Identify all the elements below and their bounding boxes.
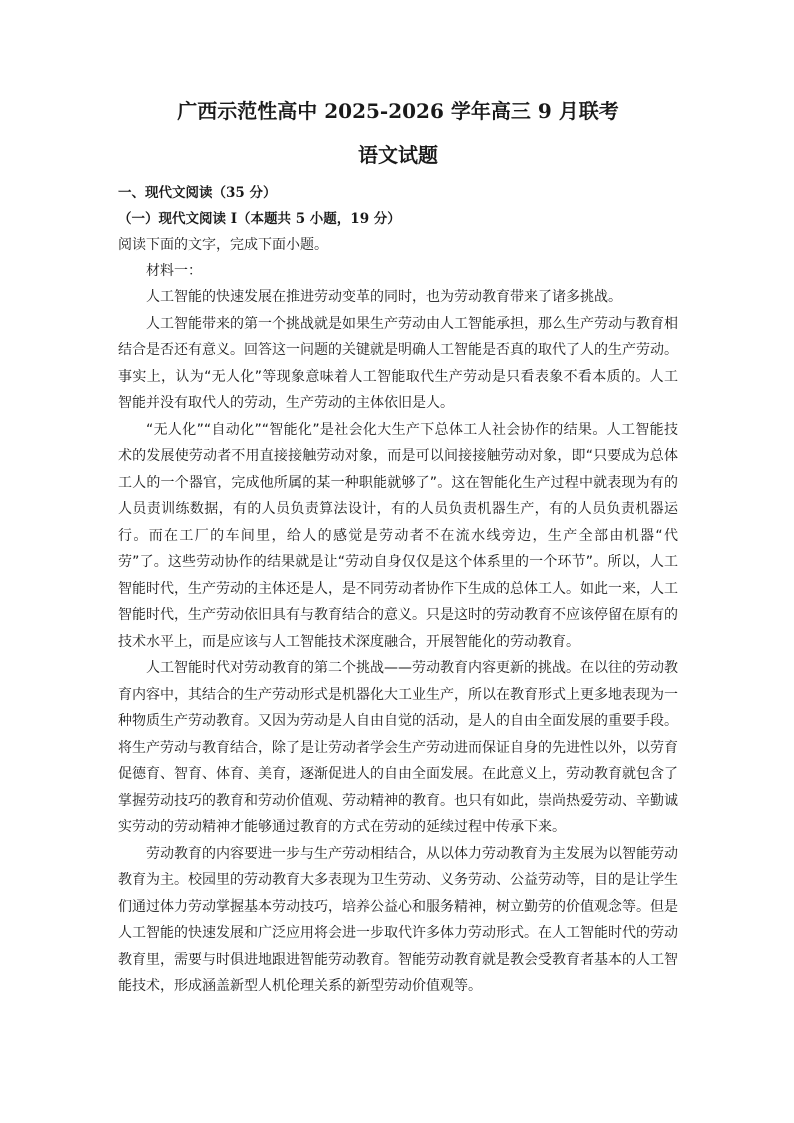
reading-instruction: 阅读下面的文字，完成下面小题。 bbox=[118, 237, 328, 253]
paragraph: 人工智能时代对劳动教育的第二个挑战——劳动教育内容更新的挑战。在以往的劳动教育内容中，其结合的生产劳动形式是机器化大工业生产，所以在教育形式上更多地表现为一种物质生产劳动教育。又因为劳动是人自由自觉的活动，是人的自由全面发展的重要手段。将生产劳动与教育结合，除了是让劳动者学会生产劳动进而保证自身的先进性以外，以劳育促德育、智育、体育、美育，逐渐促进人的自由全面发展。在此意义上，劳动教育就包含了掌握劳动技巧的教育和劳动价值观、劳动精神的教育。也只有如此，崇尚热爱劳动、辛勤诚实劳动的劳动精神才能够通过教育的方式在劳动的延续过程中传承下来。 bbox=[118, 660, 678, 835]
paragraph: 人工智能的快速发展在推进劳动变革的同时，也为劳动教育带来了诸多挑战。 bbox=[146, 289, 622, 305]
section-heading: 一、现代文阅读（35 分） bbox=[118, 185, 277, 201]
exam-title: 广西示范性高中 2025-2026 学年高三 9 月联考 bbox=[177, 99, 619, 123]
subsection-heading: （一）现代文阅读 I（本题共 5 小题，19 分） bbox=[118, 211, 401, 227]
paragraph: 人工智能带来的第一个挑战就是如果生产劳动由人工智能承担，那么生产劳动与教育相结合是否还有意义。回答这一问题的关键就是明确人工智能是否真的取代了人的生产劳动。事实上，认为“无人化”等现象意味着人工智能取代生产劳动是只看表象不看本质的。人工智能并没有取代人的劳动，生产劳动的主体依旧是人。 bbox=[118, 315, 678, 411]
exam-subject: 语文试题 bbox=[358, 143, 438, 167]
paragraph: “无人化”“自动化”“智能化”是社会化大生产下总体工人社会协作的结果。人工智能技术的发展使劳动者不用直接接触劳动对象，而是可以间接接触劳动对象，即“只要成为总体工人的一个器官，完成他所属的某一种职能就够了”。这在智能化生产过程中就表现为有的人员责训练数据，有的人员负责算法设计，有的人员负责机器生产，有的人员负责机器运行。而在工厂的车间里，给人的感觉是劳动者不在流水线旁边，生产全部由机器“代劳”了。这些劳动协作的结果就是让“劳动自身仅仅是这个体系里的一个环节”。所以，人工智能时代，生产劳动的主体还是人，是不同劳动者协作下生成的总体工人。如此一来，人工智能时代，生产劳动依旧具有与教育结合的意义。只是这时的劳动教育不应该停留在原有的技术水平上，而是应该与人工智能技术深度融合，开展智能化的劳动教育。 bbox=[118, 421, 678, 650]
paragraph: 劳动教育的内容要进一步与生产劳动相结合，从以体力劳动教育为主发展为以智能劳动教育为主。校园里的劳动教育大多表现为卫生劳动、义务劳动、公益劳动等，目的是让学生们通过体力劳动掌握基本劳动技巧，培养公益心和服务精神，树立勤劳的价值观念等。但是人工智能的快速发展和广泛应用将会进一步取代许多体力劳动形式。在人工智能时代的劳动教育里，需要与时俱进地跟进智能劳动教育。智能劳动教育就是教会受教育者基本的人工智能技术，形成涵盖新型人机伦理关系的新型劳动价值观等。 bbox=[118, 845, 678, 994]
material-label: 材料一： bbox=[146, 263, 202, 279]
document-body bbox=[118, 96, 678, 1000]
